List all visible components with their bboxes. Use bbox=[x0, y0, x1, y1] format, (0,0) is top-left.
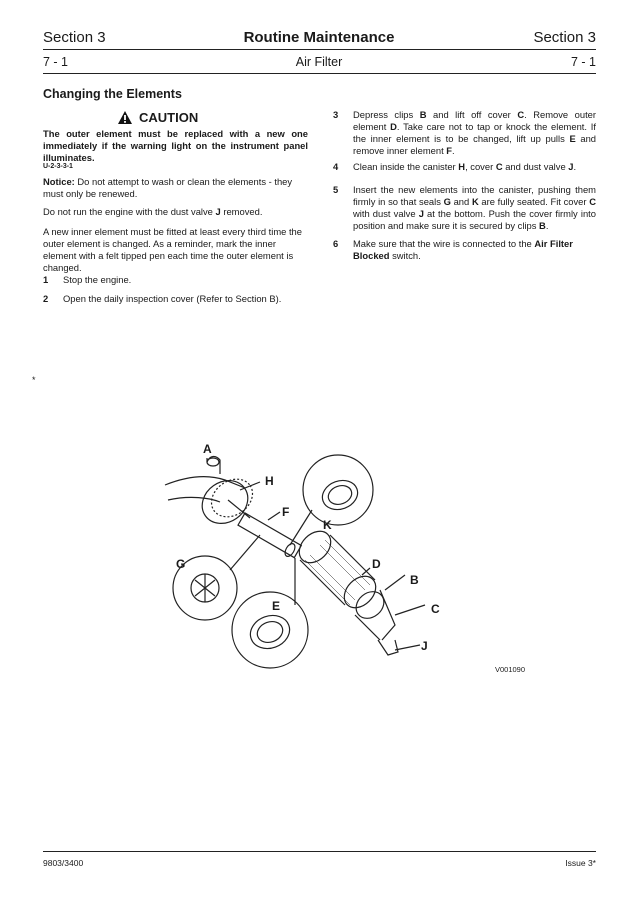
label-a: A bbox=[203, 442, 212, 456]
step-4 bbox=[333, 161, 596, 173]
step-number: 4 bbox=[333, 161, 339, 172]
canister-drawing bbox=[165, 456, 260, 532]
label-h: H bbox=[265, 474, 274, 488]
page-number-right: 7 - 1 bbox=[570, 55, 596, 69]
ref-j: J bbox=[215, 206, 221, 217]
inner-element-drawing bbox=[228, 500, 301, 558]
section-heading: Changing the Elements bbox=[43, 87, 182, 101]
label-j: J bbox=[421, 639, 428, 653]
dust-valve-warning-end: removed. bbox=[220, 206, 263, 217]
label-f: F bbox=[282, 505, 290, 519]
label-d: D bbox=[372, 557, 381, 571]
inset-e-circle bbox=[232, 592, 308, 668]
notice-text: Do not attempt to wash or clean the elements - they must only be renewed. bbox=[43, 176, 293, 199]
step-3 bbox=[333, 109, 596, 157]
issue-number: Issue 3* bbox=[565, 858, 596, 868]
label-e: E bbox=[272, 599, 281, 613]
warning-triangle-icon bbox=[117, 110, 133, 125]
label-c: C bbox=[431, 602, 440, 616]
caution-code: U-2-3-3-1 bbox=[43, 163, 73, 170]
header-rule bbox=[43, 49, 596, 50]
notice-paragraph bbox=[43, 176, 308, 200]
inset-k-circle bbox=[303, 455, 373, 525]
footer-rule bbox=[43, 851, 596, 852]
page-title: Routine Maintenance bbox=[243, 29, 395, 46]
label-g: G bbox=[176, 557, 186, 571]
page-number-left: 7 - 1 bbox=[43, 55, 69, 69]
step-number: 2 bbox=[43, 293, 49, 304]
step-2 bbox=[43, 293, 308, 305]
step-text: Stop the engine. bbox=[63, 274, 132, 285]
document-number: 9803/3400 bbox=[43, 858, 84, 868]
caution-text: The outer element must be replaced with a new one immediately if the warning light on the instrument panel illuminates. bbox=[43, 128, 308, 163]
dust-valve-warning bbox=[43, 206, 308, 218]
step-text: Insert the new elements into the canister, pushing them firmly in so that seals G and K are fully seated. Fit cover C with dust valve J at the bottom. Push the cover firmly into position and make sure it is secured by clips B. bbox=[353, 184, 596, 231]
step-number: 5 bbox=[333, 184, 339, 195]
step-5 bbox=[333, 184, 596, 232]
step-number: 3 bbox=[333, 109, 339, 120]
section-label-right: Section 3 bbox=[533, 29, 596, 46]
stray-mark: * bbox=[32, 375, 36, 385]
inner-element-note: A new inner element must be fitted at least every third time the outer element is changed. As a reminder, mark the inner element with a felt tipped pen each time the outer element is changed. bbox=[43, 226, 302, 273]
dust-valve-warning-text: Do not run the engine with the dust valve bbox=[43, 206, 216, 217]
step-number: 6 bbox=[333, 238, 339, 249]
notice-label: Notice: bbox=[43, 176, 75, 187]
step-text: Depress clips B and lift off cover C. Remove outer element D. Take care not to tap or knock the element. If the inner element is to be changed, lift up pulls E and remove inner element F. bbox=[353, 109, 597, 156]
label-k: K bbox=[323, 518, 332, 532]
page-subtitle: Air Filter bbox=[295, 55, 343, 69]
caution-banner bbox=[117, 110, 198, 125]
step-6 bbox=[333, 238, 596, 262]
figure-reference: V001090 bbox=[495, 665, 526, 674]
label-b: B bbox=[410, 573, 419, 587]
subheader-rule bbox=[43, 73, 596, 74]
step-number: 1 bbox=[43, 274, 49, 285]
step-text: Open the daily inspection cover (Refer to Section B). bbox=[63, 293, 282, 304]
step-1 bbox=[43, 274, 308, 286]
cover-drawing bbox=[351, 586, 398, 655]
section-label-left: Section 3 bbox=[43, 29, 106, 46]
step-text: Clean inside the canister H, cover C and dust valve J. bbox=[353, 161, 577, 172]
caution-label: CAUTION bbox=[139, 110, 199, 125]
step-text: Make sure that the wire is connected to the Air Filter Blocked switch. bbox=[353, 238, 573, 261]
